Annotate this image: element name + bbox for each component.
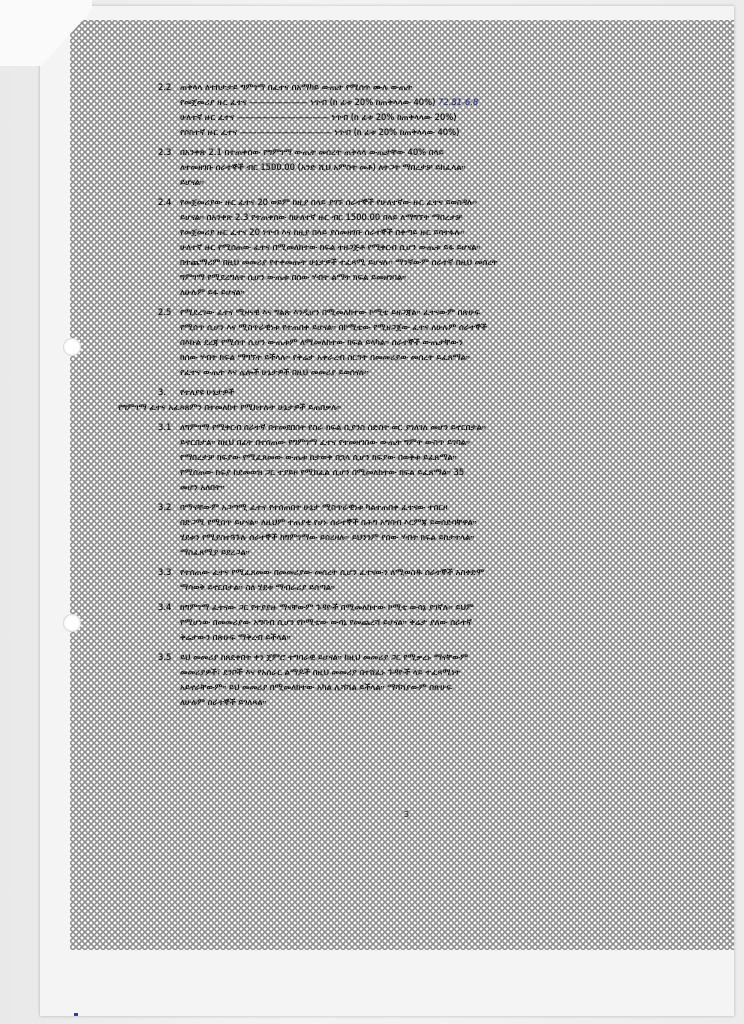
section-line: ለተመዘገቡ ሰራተኞች ብር 1500.00 (አንድ ሺህ አምስት መቶ) ለትጋት ማበረታቻ ይከፈላል። <box>180 162 466 172</box>
section-number: 3.3 <box>158 567 172 577</box>
section-line: የሚሰጥ ሲሆን እና ሚስጥራዊነቱ የተጠበቀ ይሆናል። በኮሚቴው የሚዘጋጀው ፈተና ለሁሉም ሰራተኞች <box>180 322 487 332</box>
section-number: 3.5 <box>158 652 172 662</box>
section-line: የፈተና ውጤት እና ሌሎች ሁኔታዎች በዚህ መመሪያ ይወሰናሉ። <box>180 367 369 377</box>
section-line: ከግምገማ ፈተናው ጋር የተያያዙ ማናቸውም ጉዳዮች በሚመለከተው ኮሚቴ ውሳኔ ያገኛሉ። ይህም <box>180 602 474 612</box>
section-line: የሚሰጠው ክፍያ ከደመወዝ ጋር ተያይዞ የሚከፈል ሲሆን በሚመለከተው ክፍል ይፈጸማል። 35 <box>180 467 465 477</box>
section-3-3 <box>158 565 678 595</box>
section-line: ማሳወቅ ይኖርበታል። ስለ ሂደቱ ማብራሪያ ይሰጣል። <box>180 582 335 592</box>
section-line: ሁለተኛ ዙር ፈተና ——————————— ነጥብ (ከ ፊቱ 20% ከጠቅላላው 20%) <box>180 112 457 122</box>
section-2-2 <box>158 80 678 140</box>
section-line: መሆን አለበት። <box>180 482 225 492</box>
section-line: የመጀመሪያ ዙር ፈተና ——————— ነጥብ (ከ ፊቱ 20% ከጠቅላላው 40%) <box>180 97 436 107</box>
ink-mark <box>74 1013 78 1016</box>
section-3-4 <box>158 600 678 645</box>
page-number: 3 <box>404 810 410 819</box>
section-line: ሂደቱን የሚያስተጓጉሉ ሰራተኞች ከግምገማው ይሰረዛሉ። ይህንንም የሰው ሃብት ክፍል ይከታተላል። <box>180 532 475 542</box>
section-line: ለሁሉም ሰራተኞች ይገለጻል። <box>180 697 267 707</box>
section-number: 2.2 <box>158 82 172 92</box>
document-body <box>118 80 678 715</box>
section-3 <box>118 385 678 415</box>
section-line: የመጀመሪያ ዙር ፈተና 20 ነጥብ እና ከዚያ በላይ ያስመዘገቡ ሰራተኞች በቀጣይ ዙር ይሳተፋሉ። <box>180 227 465 237</box>
section-line: የሚሆነው በመመሪያው አግባብ ሲሆን የኮሚቴው ውሳኔ የመጨረሻ ይሆናል። ቅሬታ ያለው ሰራተኛ <box>180 617 472 627</box>
section-line: አይኖራቸውም። ይህ መመሪያ በሚመለከተው አካል ሊሻሻል ይችላል። ማሻሻያውም በጽሁፍ <box>180 682 452 692</box>
section-line: ይሆናል። በአንቀጽ 2.3 የተጠቀሰው ከሁለተኛ ዙር ብር 1500.00 በላይ ለማግኘት ማበረታቻ <box>180 212 463 222</box>
section-line: የመጀመሪያው ዙር ፈተና 20 ወይም ከዚያ በላይ ያገኙ ሰራተኞች የሁለተኛው ዙር ፈተና ይወስዳሉ። <box>180 197 477 207</box>
section-line: ግምገማ የሚደረግለት ሲሆን ውጤቱ በሰው ሃብት ልማት ክፍል ይመዘገባል። <box>180 272 407 282</box>
punch-hole-top <box>63 338 81 356</box>
section-line: ለሁሉም ይፋ ይሆናል። <box>180 287 245 297</box>
section-line: ጠቅላላ ለተከታታይ ግምገማ በፈተና በአማካይ ውጤት የሚሰጥ ሙሉ ውጤት <box>180 82 413 92</box>
section-number: 2.3 <box>158 147 172 157</box>
section-line: በአንቀጽ 2.1 በተጠቀሰው የግምገማ ውጤት መሰረት ጠቅላላ ውጤታቸው 40% በላይ <box>180 147 444 157</box>
section-line: ከሰው ሃብት ክፍል ማግኘት ይችላሉ። የቅሬታ አቀራረብ ስርዓት በመመሪያው መሰረት ይፈጸማል። <box>180 352 470 362</box>
section-number: 3. <box>158 387 166 397</box>
section-line: ማስፈጸሚያ ይደረጋል። <box>180 547 250 557</box>
section-number: 3.2 <box>158 502 172 512</box>
section-line: መመሪያዎች፣ ደንቦች እና የአሰራር ልማዶች በዚህ መመሪያ በተሸፈኑ ጉዳዮች ላይ ተፈጻሚነት <box>180 667 461 677</box>
section-number: 3.4 <box>158 602 172 612</box>
section-3-1 <box>158 420 678 495</box>
section-line: ይህ መመሪያ ከጸደቀበት ቀን ጀምሮ ተግባራዊ ይሆናል። ከዚህ መመሪያ ጋር የሚቃረኑ ማናቸውም <box>180 652 468 662</box>
section-2-5 <box>158 305 678 380</box>
section-line: በድጋሚ የሚሰጥ ይሆናል። ለዚህም ተጠያቂ የሆኑ ሰራተኞች በሕግ አግባብ እርምጃ ይወሰድባቸዋል። <box>180 517 477 527</box>
section-line: በተጨማሪም በዚህ መመሪያ የተቀመጡት ሁኔታዎች ተፈጻሚ ይሆናሉ። ማንኛውም ሰራተኛ በዚህ መሰረት <box>180 257 498 267</box>
section-3-5 <box>158 650 678 710</box>
section-line: በማናቸውም አጋጣሚ ፈተና የተሰጠበት ሁኔታ ሚስጥራዊነቱ ካልተጠበቀ ፈተናው ተሰርዞ <box>180 502 448 512</box>
section-line: ሁለተኛ ዙር የሚሰጠው ፈተና በሚመለከተው ክፍል ተዘጋጅቶ የሚቀርብ ሲሆን ውጤቱ ይፋ ይሆናል። <box>180 242 481 252</box>
punch-hole-bottom <box>63 614 81 632</box>
section-2-3 <box>158 145 678 190</box>
section-2-4 <box>158 195 678 300</box>
section-number: 3.1 <box>158 422 172 432</box>
section-number: 2.4 <box>158 197 172 207</box>
section-number: 2.5 <box>158 307 172 317</box>
section-line: የሶስተኛ ዙር ፈተና ——————————— ነጥብ (ከ ፊቱ 20% ከጠቅላላው 40%) <box>180 127 460 137</box>
section-line: ለግምገማ የሚቀርብ ሰራተኛ በተመደበበት የስራ ክፍል ቢያንስ ስድስት ወር ያገለገለ መሆን ይኖርበታል። <box>180 422 486 432</box>
section-intro: የግምገማ ፈተና አፈጻጸምን በተመለከተ የሚከተሉት ሁኔታዎች ይጠበቃሉ። <box>118 402 342 412</box>
section-line: ቅሬታውን በጽሁፍ ማቅረብ ይችላል። <box>180 632 291 642</box>
section-line: የሚደረገው ፈተና ሚዛናዊ እና ግልጽ እንዲሆን በሚመለከተው ኮሚቴ ይዘጋጃል። ፈተናውም በጽሁፍ <box>180 307 481 317</box>
section-line: የተሰጠው ፈተና የሚፈጸመው በመመሪያው መሰረት ሲሆን ፈተናውን ለሚወስዱ ሰራተኞች አስቀድሞ <box>180 567 485 577</box>
section-line: በእኩል ደረጃ የሚሰጥ ሲሆን ውጤቱም ለሚመለከተው ክፍል ይላካል። ሰራተኞች ውጤታቸውን <box>180 337 463 347</box>
section-3-2 <box>158 500 678 560</box>
handwritten-score: 72.81-6.8 <box>438 97 479 107</box>
section-line: ይኖርበታል። ከዚህ በፊት በተሰጠው የግምገማ ፈተና የተመዘገበው ውጤት ግምት ውስጥ ይገባል። <box>180 437 471 447</box>
section-line: ይሆናል። <box>180 177 204 187</box>
section-title: የተለያዩ ሁኔታዎች <box>180 387 235 397</box>
section-line: የማበረታቻ ክፍያው የሚፈጸመው ውጤቱ ከታወቀ በኋላ ሲሆን ክፍያው በወቅቱ ይፈጸማል። <box>180 452 457 462</box>
